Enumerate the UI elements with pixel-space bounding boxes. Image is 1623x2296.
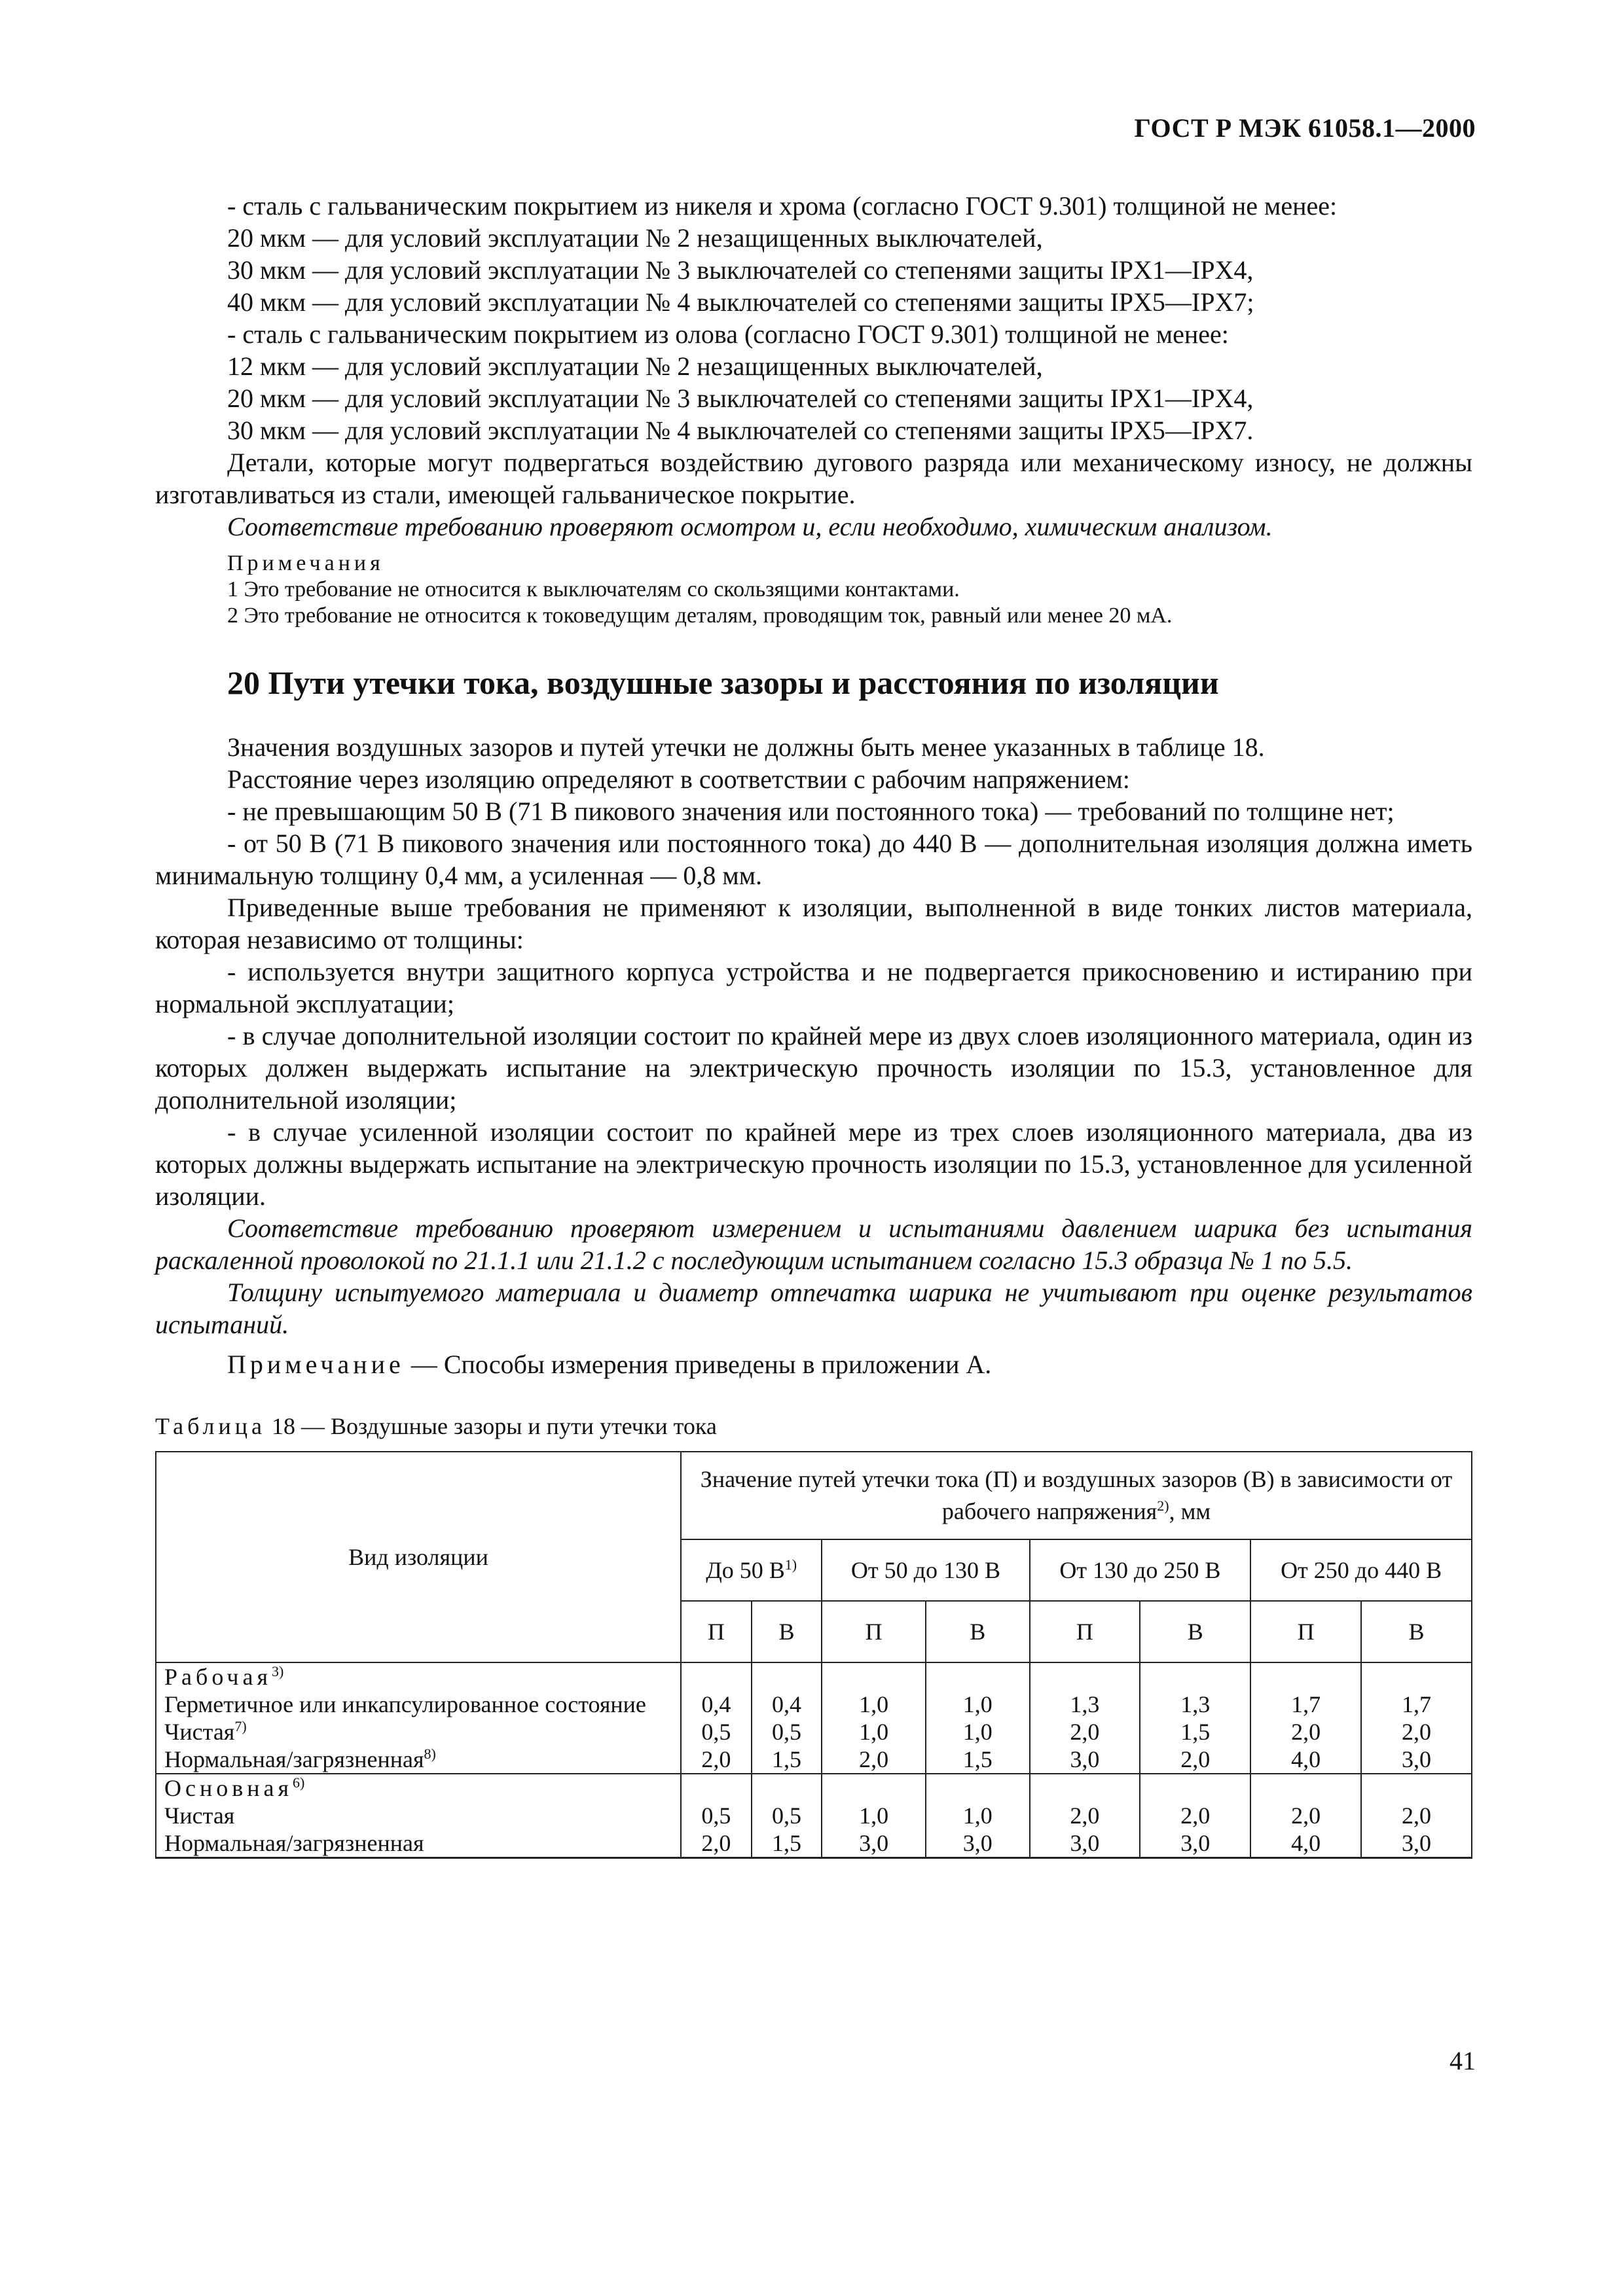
- paragraph: - сталь с гальваническим покрытием из никеля и хрома (согласно ГОСТ 9.301) толщиной не менее:: [227, 191, 1338, 221]
- subheader-clearance: В: [1361, 1601, 1472, 1662]
- paragraph: Значения воздушных зазоров и путей утечки не должны быть менее указанных в таблице 18.: [227, 732, 1265, 762]
- group-label: [156, 1662, 681, 1691]
- table-row: [156, 1691, 1472, 1718]
- table-cell: 1,0: [926, 1802, 1030, 1829]
- table-cell: 1,5: [752, 1746, 822, 1774]
- paragraph: Приведенные выше требования не применяют к изоляции, выполненной в виде тонких листов материала, которая независимо от толщины:: [155, 893, 1472, 954]
- subheader-clearance: В: [926, 1601, 1030, 1662]
- table-cell: 0,5: [681, 1802, 752, 1829]
- table-cell: 1,0: [822, 1802, 926, 1829]
- table-cell: 1,0: [926, 1718, 1030, 1746]
- table-cell: 1,3: [1030, 1691, 1140, 1718]
- table-cell: 3,0: [1361, 1746, 1472, 1774]
- table-cell: 0,5: [681, 1718, 752, 1746]
- table-caption: [155, 1412, 1472, 1441]
- table-cell: 3,0: [1030, 1746, 1140, 1774]
- row-label: Нормальная/загрязненная: [156, 1829, 681, 1858]
- row-label-text: Чистая: [164, 1719, 235, 1745]
- row-label: [156, 1718, 681, 1746]
- paragraph: - используется внутри защитного корпуса устройства и не подвергается прикосновению и истиранию при нормальной эксплуатации;: [155, 957, 1472, 1018]
- table-row: [156, 1829, 1472, 1858]
- table-cell: 2,0: [1361, 1802, 1472, 1829]
- table-cell: 1,0: [822, 1718, 926, 1746]
- table-cell: 1,0: [822, 1691, 926, 1718]
- paragraph: Расстояние через изоляцию определяют в соответствии с рабочим напряжением:: [227, 764, 1130, 794]
- table-cell: 2,0: [1030, 1802, 1140, 1829]
- table-row: [156, 1802, 1472, 1829]
- subheader-creepage: П: [681, 1601, 752, 1662]
- table-cell: 3,0: [926, 1829, 1030, 1858]
- footnote-ref: 2): [1157, 1498, 1169, 1514]
- list-item: 30 мкм — для условий эксплуатации № 3 выключателей со степенями защиты IPX1—IPX4,: [227, 255, 1254, 285]
- table-cell: 3,0: [822, 1829, 926, 1858]
- table-cell: 2,0: [1250, 1802, 1361, 1829]
- note-text: — Способы измерения приведены в приложении А.: [404, 1350, 992, 1379]
- paragraph: - от 50 В (71 В пикового значения или постоянного тока) до 440 В — дополнительная изоляция должна иметь минимальную толщину 0,4 мм, а усиленная — 0,8 мм.: [155, 829, 1472, 890]
- compliance-statement: Толщину испытуемого материала и диаметр отпечатка шарика не учитывают при оценке результатов испытаний.: [155, 1278, 1472, 1339]
- table-group-row: [156, 1774, 1472, 1802]
- list-item: 12 мкм — для условий эксплуатации № 2 незащищенных выключателей,: [227, 351, 1043, 381]
- subheader-creepage: П: [1250, 1601, 1361, 1662]
- voltage-range-label: До 50 В: [706, 1556, 785, 1583]
- column-header-values: [681, 1452, 1472, 1539]
- table-cell: 4,0: [1250, 1829, 1361, 1858]
- table-cell: 1,3: [1140, 1691, 1250, 1718]
- document-body: [155, 190, 1472, 1859]
- table-cell: 2,0: [1361, 1718, 1472, 1746]
- group-label-text: Рабочая: [164, 1664, 272, 1690]
- table-row: [156, 1746, 1472, 1774]
- notes-title: Примечания: [227, 551, 384, 575]
- table-cell: 0,5: [752, 1718, 822, 1746]
- table-cell: 2,0: [822, 1746, 926, 1774]
- table-caption-label: Таблица: [155, 1413, 266, 1439]
- voltage-range-header: От 130 до 250 В: [1030, 1539, 1251, 1601]
- table-cell: 2,0: [1140, 1746, 1250, 1774]
- note-label: Примечание: [227, 1350, 405, 1379]
- table-cell: 1,7: [1361, 1691, 1472, 1718]
- row-label: Чистая: [156, 1802, 681, 1829]
- voltage-range-header: От 50 до 130 В: [822, 1539, 1029, 1601]
- list-item: 30 мкм — для условий эксплуатации № 4 выключателей со степенями защиты IPX5—IPX7.: [227, 416, 1254, 445]
- table-group-row: [156, 1662, 1472, 1691]
- table-cell: 3,0: [1361, 1829, 1472, 1858]
- paragraph: - в случае дополнительной изоляции состоит по крайней мере из двух слоев изоляционного материала, один из которых должен выдержать испытание на электрическую прочность изоляции по 15.3, установленное для дополнительной изоляции;: [155, 1021, 1472, 1115]
- table-cell: 2,0: [1250, 1718, 1361, 1746]
- table-cell: 3,0: [1140, 1829, 1250, 1858]
- table-cell: 2,0: [1140, 1802, 1250, 1829]
- section-heading: 20 Пути утечки тока, воздушные зазоры и расстояния по изоляции: [227, 664, 1219, 701]
- table-cell: 0,5: [752, 1802, 822, 1829]
- footnote-ref: 6): [293, 1774, 305, 1791]
- table-cell: 1,5: [1140, 1718, 1250, 1746]
- row-label: [156, 1746, 681, 1774]
- table-row: [156, 1718, 1472, 1746]
- document-code-header: ГОСТ Р МЭК 61058.1—2000: [1134, 113, 1476, 143]
- table-cell: 1,0: [926, 1691, 1030, 1718]
- voltage-range-header: От 250 до 440 В: [1250, 1539, 1472, 1601]
- table-cell: 1,5: [926, 1746, 1030, 1774]
- table-cell: 0,4: [752, 1691, 822, 1718]
- row-label: Герметичное или инкапсулированное состояние: [156, 1691, 681, 1718]
- list-item: 20 мкм — для условий эксплуатации № 3 выключателей со степенями защиты IPX1—IPX4,: [227, 384, 1254, 413]
- values-header-unit: , мм: [1169, 1498, 1211, 1524]
- table-caption-text: 18 — Воздушные зазоры и пути утечки тока: [265, 1413, 717, 1439]
- table-cell: 1,5: [752, 1829, 822, 1858]
- page-number: 41: [1450, 2046, 1476, 2075]
- list-item: 20 мкм — для условий эксплуатации № 2 незащищенных выключателей,: [227, 223, 1043, 253]
- footnote-ref: 1): [784, 1556, 797, 1573]
- table-cell: 2,0: [681, 1746, 752, 1774]
- table-cell: 0,4: [681, 1691, 752, 1718]
- paragraph: - сталь с гальваническим покрытием из олова (согласно ГОСТ 9.301) толщиной не менее:: [227, 319, 1229, 349]
- note-item: 2 Это требование не относится к токоведущим деталям, проводящим ток, равный или менее 20 мА.: [227, 603, 1173, 628]
- column-header-insulation-kind: Вид изоляции: [156, 1452, 681, 1662]
- table-cell: 2,0: [1030, 1718, 1140, 1746]
- compliance-statement: Соответствие требованию проверяют измерением и испытаниями давлением шарика без испытания раскаленной проволокой по 21.1.1 или 21.1.2 с последующим испытанием согласно 15.3 образца № 1 по 5.5.: [155, 1213, 1472, 1275]
- paragraph: - не превышающим 50 В (71 В пикового значения или постоянного тока) — требований по толщине нет;: [227, 797, 1395, 826]
- voltage-range-header: [681, 1539, 822, 1601]
- group-label-text: Основная: [164, 1775, 293, 1801]
- clearance-table: [155, 1451, 1472, 1859]
- table-cell: 2,0: [681, 1829, 752, 1858]
- subheader-creepage: П: [1030, 1601, 1140, 1662]
- footnote-ref: 7): [234, 1718, 247, 1734]
- row-label-text: Нормальная/загрязненная: [164, 1746, 424, 1772]
- values-header-text: Значение путей утечки тока (П) и воздушных зазоров (В) в зависимости от рабочего напряжения: [700, 1466, 1453, 1524]
- note-item: 1 Это требование не относится к выключателям со скользящими контактами.: [227, 577, 960, 601]
- table-cell: 1,7: [1250, 1691, 1361, 1718]
- subheader-clearance: В: [1140, 1601, 1250, 1662]
- footnote-ref: 8): [424, 1746, 436, 1762]
- table-cell: 3,0: [1030, 1829, 1140, 1858]
- list-item: 40 мкм — для условий эксплуатации № 4 выключателей со степенями защиты IPX5—IPX7;: [227, 287, 1254, 317]
- subheader-creepage: П: [822, 1601, 926, 1662]
- subheader-clearance: В: [752, 1601, 822, 1662]
- group-label: [156, 1774, 681, 1802]
- note: [155, 1348, 1472, 1380]
- table-cell: 4,0: [1250, 1746, 1361, 1774]
- footnote-ref: 3): [272, 1663, 284, 1679]
- compliance-statement: Соответствие требованию проверяют осмотром и, если необходимо, химическим анализом.: [227, 512, 1273, 541]
- paragraph: Детали, которые могут подвергаться воздействию дугового разряда или механическому износу, не должны изготавливаться из стали, имеющей гальваническое покрытие.: [155, 448, 1472, 509]
- paragraph: - в случае усиленной изоляции состоит по крайней мере из трех слоев изоляционного материала, два из которых должны выдержать испытание на электрическую прочность изоляции по 15.3, установленное для усиленной изоляции.: [155, 1117, 1472, 1211]
